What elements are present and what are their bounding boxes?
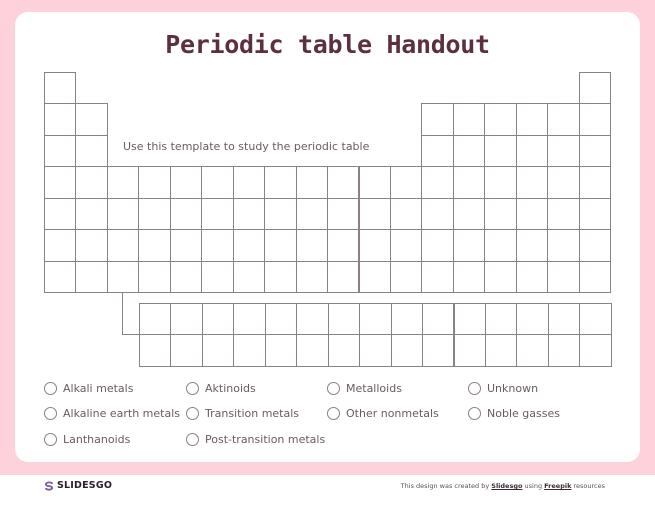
f-block-cell bbox=[548, 303, 580, 335]
element-cell bbox=[579, 229, 611, 261]
f-block-cell bbox=[391, 303, 423, 335]
element-cell bbox=[296, 261, 328, 293]
slidesgo-link[interactable]: Slidesgo bbox=[491, 482, 523, 490]
legend-label: Metalloids bbox=[346, 382, 402, 395]
f-block-cell bbox=[391, 334, 423, 366]
f-block-cell bbox=[454, 334, 486, 366]
element-cell bbox=[75, 135, 107, 167]
f-block-cell bbox=[579, 334, 611, 366]
element-cell bbox=[327, 198, 359, 230]
legend-item[interactable] bbox=[44, 382, 133, 395]
element-cell bbox=[170, 198, 202, 230]
element-cell bbox=[107, 261, 139, 293]
legend-item[interactable] bbox=[186, 382, 256, 395]
element-cell bbox=[484, 261, 516, 293]
element-cell bbox=[75, 198, 107, 230]
element-cell bbox=[327, 261, 359, 293]
brand-name: SLIDESGO bbox=[57, 480, 113, 491]
element-cell bbox=[421, 198, 453, 230]
element-cell bbox=[516, 229, 548, 261]
element-cell bbox=[516, 198, 548, 230]
element-cell bbox=[516, 166, 548, 198]
element-cell bbox=[233, 166, 265, 198]
legend-label: Post-transition metals bbox=[205, 433, 326, 446]
f-block-cell bbox=[265, 334, 297, 366]
f-block-cell bbox=[485, 303, 517, 335]
freepik-link[interactable]: Freepik bbox=[544, 482, 572, 490]
f-block-cell bbox=[328, 303, 360, 335]
element-cell bbox=[44, 261, 76, 293]
element-cell bbox=[201, 229, 233, 261]
radio-circle-icon[interactable] bbox=[468, 382, 481, 395]
element-cell bbox=[547, 229, 579, 261]
element-cell bbox=[138, 166, 170, 198]
footer-credit bbox=[401, 482, 605, 490]
element-cell bbox=[453, 103, 485, 135]
element-cell bbox=[44, 229, 76, 261]
element-cell bbox=[390, 166, 422, 198]
legend-item[interactable] bbox=[44, 407, 180, 420]
legend-label: Transition metals bbox=[205, 407, 300, 420]
f-block-cell bbox=[233, 303, 265, 335]
legend-label: Other nonmetals bbox=[346, 407, 439, 420]
page-title: Periodic table Handout bbox=[165, 30, 490, 59]
element-cell bbox=[264, 198, 296, 230]
element-cell bbox=[44, 72, 76, 104]
f-block-cell bbox=[202, 334, 234, 366]
f-block-cell bbox=[359, 303, 391, 335]
element-cell bbox=[201, 166, 233, 198]
f-block-cell bbox=[296, 303, 328, 335]
element-cell bbox=[390, 198, 422, 230]
element-cell bbox=[75, 229, 107, 261]
legend-label: Alkaline earth metals bbox=[63, 407, 180, 420]
element-cell bbox=[75, 166, 107, 198]
element-cell bbox=[579, 72, 611, 104]
radio-circle-icon[interactable] bbox=[327, 382, 340, 395]
element-cell bbox=[484, 198, 516, 230]
element-cell bbox=[138, 261, 170, 293]
element-cell bbox=[547, 261, 579, 293]
legend-item[interactable] bbox=[468, 382, 538, 395]
legend-label: Aktinoids bbox=[205, 382, 256, 395]
f-block-cell bbox=[579, 303, 611, 335]
f-block-connector-horizontal bbox=[122, 334, 140, 335]
element-cell bbox=[547, 166, 579, 198]
legend-item[interactable] bbox=[468, 407, 560, 420]
f-block-cell bbox=[454, 303, 486, 335]
f-block-cell bbox=[233, 334, 265, 366]
element-cell bbox=[547, 198, 579, 230]
legend-label: Noble gasses bbox=[487, 407, 560, 420]
element-cell bbox=[264, 229, 296, 261]
f-block-cell bbox=[139, 303, 171, 335]
legend-label: Unknown bbox=[487, 382, 539, 395]
element-cell bbox=[579, 135, 611, 167]
element-cell bbox=[44, 166, 76, 198]
f-block-cell bbox=[485, 334, 517, 366]
credit-middle: using bbox=[522, 482, 545, 490]
subtitle: Use this template to study the periodic table bbox=[123, 140, 370, 153]
element-cell bbox=[579, 261, 611, 293]
legend-label: Alkali metals bbox=[63, 382, 134, 395]
element-cell bbox=[421, 166, 453, 198]
element-cell bbox=[75, 103, 107, 135]
element-cell bbox=[484, 135, 516, 167]
element-cell bbox=[390, 229, 422, 261]
element-cell bbox=[516, 135, 548, 167]
element-cell bbox=[453, 135, 485, 167]
legend-item[interactable] bbox=[186, 407, 299, 420]
slidesgo-logo-icon bbox=[44, 481, 54, 491]
element-cell bbox=[453, 198, 485, 230]
radio-circle-icon[interactable] bbox=[44, 407, 57, 420]
element-cell bbox=[484, 229, 516, 261]
legend-label: Lanthanoids bbox=[63, 433, 131, 446]
f-block-cell bbox=[422, 303, 454, 335]
f-block-cell bbox=[265, 303, 297, 335]
element-cell bbox=[359, 261, 391, 293]
element-cell bbox=[421, 229, 453, 261]
element-cell bbox=[296, 166, 328, 198]
element-cell bbox=[359, 198, 391, 230]
element-cell bbox=[421, 135, 453, 167]
element-cell bbox=[138, 229, 170, 261]
element-cell bbox=[296, 229, 328, 261]
f-block-connector-vertical bbox=[122, 292, 123, 335]
radio-circle-icon[interactable] bbox=[327, 407, 340, 420]
element-cell bbox=[233, 261, 265, 293]
element-cell bbox=[107, 229, 139, 261]
element-cell bbox=[201, 198, 233, 230]
element-cell bbox=[359, 166, 391, 198]
element-cell bbox=[390, 261, 422, 293]
element-cell bbox=[264, 261, 296, 293]
slidesgo-logo[interactable] bbox=[44, 480, 112, 491]
element-cell bbox=[484, 166, 516, 198]
f-block-cell bbox=[202, 303, 234, 335]
radio-circle-icon[interactable] bbox=[468, 407, 481, 420]
element-cell bbox=[453, 166, 485, 198]
radio-circle-icon[interactable] bbox=[186, 433, 199, 446]
element-cell bbox=[579, 103, 611, 135]
element-cell bbox=[44, 198, 76, 230]
element-cell bbox=[421, 103, 453, 135]
element-cell bbox=[233, 198, 265, 230]
element-cell bbox=[484, 103, 516, 135]
f-block-cell bbox=[516, 303, 548, 335]
f-block-cell bbox=[548, 334, 580, 366]
element-cell bbox=[170, 166, 202, 198]
element-cell bbox=[170, 261, 202, 293]
element-cell bbox=[579, 198, 611, 230]
element-cell bbox=[547, 135, 579, 167]
element-cell bbox=[327, 166, 359, 198]
f-block-cell bbox=[516, 334, 548, 366]
credit-suffix: resources bbox=[571, 482, 605, 490]
element-cell bbox=[516, 103, 548, 135]
f-block-cell bbox=[296, 334, 328, 366]
radio-circle-icon[interactable] bbox=[186, 382, 199, 395]
element-cell bbox=[547, 103, 579, 135]
legend-item[interactable] bbox=[44, 433, 130, 446]
element-cell bbox=[516, 261, 548, 293]
element-cell bbox=[107, 166, 139, 198]
element-cell bbox=[453, 261, 485, 293]
element-cell bbox=[75, 261, 107, 293]
legend-item[interactable] bbox=[327, 407, 439, 420]
element-cell bbox=[264, 166, 296, 198]
radio-circle-icon[interactable] bbox=[186, 407, 199, 420]
f-block-cell bbox=[422, 334, 454, 366]
f-block-cell bbox=[170, 303, 202, 335]
element-cell bbox=[107, 198, 139, 230]
element-cell bbox=[170, 229, 202, 261]
element-cell bbox=[138, 198, 170, 230]
legend-item[interactable] bbox=[186, 433, 325, 446]
element-cell bbox=[296, 198, 328, 230]
f-block-cell bbox=[139, 334, 171, 366]
element-cell bbox=[453, 229, 485, 261]
element-cell bbox=[327, 229, 359, 261]
f-block-cell bbox=[170, 334, 202, 366]
element-cell bbox=[44, 135, 76, 167]
element-cell bbox=[201, 261, 233, 293]
f-block-cell bbox=[359, 334, 391, 366]
element-cell bbox=[233, 229, 265, 261]
f-block-cell bbox=[328, 334, 360, 366]
radio-circle-icon[interactable] bbox=[44, 382, 57, 395]
element-cell bbox=[421, 261, 453, 293]
element-cell bbox=[359, 229, 391, 261]
credit-prefix: This design was created by bbox=[400, 482, 492, 490]
legend-item[interactable] bbox=[327, 382, 402, 395]
element-cell bbox=[44, 103, 76, 135]
radio-circle-icon[interactable] bbox=[44, 433, 57, 446]
element-cell bbox=[579, 166, 611, 198]
